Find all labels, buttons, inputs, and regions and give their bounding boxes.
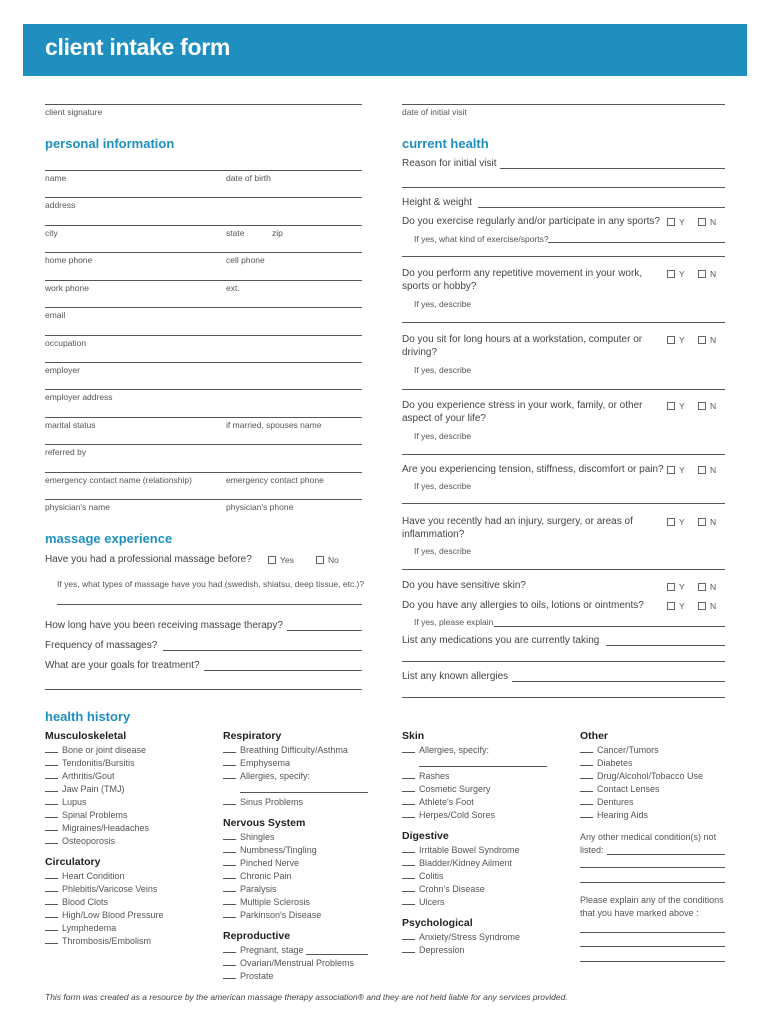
physician-field[interactable] xyxy=(45,499,362,500)
explain-conditions-label: Please explain any of the conditions that you have marked above : xyxy=(580,895,724,918)
checkbox-icon xyxy=(667,602,675,610)
work-phone-label: work phone xyxy=(45,283,89,293)
psychological-heading: Psychological xyxy=(402,917,473,929)
stress-describe-label: If yes, describe xyxy=(414,431,472,441)
injury-describe-field[interactable] xyxy=(402,569,725,570)
height-weight-label: Height & weight xyxy=(402,197,473,208)
current-health-heading: current health xyxy=(402,136,489,151)
condition-item[interactable]: Pregnant, stage xyxy=(223,945,304,955)
checkbox-icon xyxy=(698,583,706,591)
condition-item[interactable]: Thrombosis/Embolism xyxy=(45,936,151,946)
other-heading: Other xyxy=(580,730,609,742)
condition-item[interactable]: Migraines/Headaches xyxy=(45,823,149,833)
condition-item[interactable]: Phlebitis/Varicose Veins xyxy=(45,884,157,894)
digestive-heading: Digestive xyxy=(402,830,449,842)
email-field[interactable] xyxy=(45,307,362,308)
zip-label: zip xyxy=(272,228,283,238)
condition-item[interactable]: Breathing Difficulty/Asthma xyxy=(223,745,348,755)
condition-item[interactable]: Rashes xyxy=(402,771,450,781)
condition-item[interactable]: Jaw Pain (TMJ) xyxy=(45,784,125,794)
stress-describe-field[interactable] xyxy=(402,454,725,455)
skin-heading: Skin xyxy=(402,730,425,742)
condition-item[interactable]: Lupus xyxy=(45,797,87,807)
condition-item[interactable]: Pinched Nerve xyxy=(223,858,299,868)
marital-status-field[interactable] xyxy=(45,417,362,418)
checkbox-icon xyxy=(268,556,276,564)
header-bar xyxy=(23,24,747,76)
email-label: email xyxy=(45,310,66,320)
nervous-system-heading: Nervous System xyxy=(223,817,306,829)
massage-duration-question: How long have you been receiving massage therapy? xyxy=(45,620,283,631)
ext-label: ext. xyxy=(226,283,240,293)
work-phone-field[interactable] xyxy=(45,280,362,281)
stress-yes[interactable]: Y xyxy=(667,401,685,411)
checkbox-icon xyxy=(667,466,675,474)
phone-field[interactable] xyxy=(45,252,362,253)
condition-item[interactable]: Arthritis/Gout xyxy=(45,771,115,781)
checkbox-icon xyxy=(698,466,706,474)
dob-label: date of birth xyxy=(226,173,271,183)
condition-item[interactable]: Depression xyxy=(402,945,465,955)
employer-address-field[interactable] xyxy=(45,389,362,390)
medications-label: List any medications you are currently taking xyxy=(402,635,600,646)
emergency-phone-label: emergency contact phone xyxy=(226,475,324,485)
name-field[interactable] xyxy=(45,170,362,171)
exercise-follow-field[interactable] xyxy=(548,242,725,243)
initial-visit-date-field[interactable] xyxy=(402,104,725,105)
visit-reason-label: Reason for initial visit xyxy=(402,158,497,169)
name-label: name xyxy=(45,173,67,183)
respiratory-allergies-field[interactable] xyxy=(240,792,368,793)
tension-no[interactable]: N xyxy=(698,465,716,475)
condition-item[interactable]: Heart Condition xyxy=(45,871,125,881)
oil-allergies-question: Do you have any allergies to oils, lotions or ointments? xyxy=(402,600,644,611)
condition-item[interactable]: Sinus Problems xyxy=(223,797,303,807)
sit-question: Do you sit for long hours at a workstation, computer or driving? xyxy=(402,334,643,358)
other-conditions-field-3[interactable] xyxy=(580,882,725,883)
massage-before-no[interactable]: No xyxy=(316,555,339,565)
checkbox-icon xyxy=(667,583,675,591)
signature-label: client signature xyxy=(45,107,103,117)
repetitive-no[interactable]: N xyxy=(698,269,716,279)
injury-question: Have you recently had an injury, surgery, or areas of inflammation? xyxy=(402,516,633,540)
treatment-goals-field[interactable] xyxy=(204,670,362,671)
physician-label: physician's name xyxy=(45,502,110,512)
spouse-name-label: if married, spouses name xyxy=(226,420,322,430)
condition-item[interactable]: Numbness/Tingling xyxy=(223,845,317,855)
employer-label: employer xyxy=(45,365,80,375)
form-title: client intake form xyxy=(45,34,231,60)
injury-no[interactable]: N xyxy=(698,517,716,527)
checkbox-icon xyxy=(667,518,675,526)
personal-information-heading: personal information xyxy=(45,136,175,151)
condition-item[interactable]: Allergies, specify: xyxy=(223,771,310,781)
sensitive-skin-yes[interactable]: Y xyxy=(667,582,685,592)
tension-yes[interactable]: Y xyxy=(667,465,685,475)
treatment-goals-field-2[interactable] xyxy=(45,689,362,690)
oil-allergies-no[interactable]: N xyxy=(698,601,716,611)
reproductive-heading: Reproductive xyxy=(223,930,291,942)
massage-frequency-field[interactable] xyxy=(163,650,362,651)
checkbox-icon xyxy=(667,402,675,410)
condition-item[interactable]: Hearing Aids xyxy=(580,810,648,820)
other-conditions-field-2[interactable] xyxy=(580,867,725,868)
massage-duration-field[interactable] xyxy=(287,630,362,631)
other-conditions-label: Any other medical condition(s) not listed: xyxy=(580,832,717,855)
condition-item[interactable]: Ovarian/Menstrual Problems xyxy=(223,958,354,968)
repetitive-yes[interactable]: Y xyxy=(667,269,685,279)
exercise-question: Do you exercise regularly and/or participate in any sports? xyxy=(402,216,660,227)
employer-address-label: employer address xyxy=(45,392,113,402)
state-label: state xyxy=(226,228,245,238)
home-phone-label: home phone xyxy=(45,255,93,265)
oil-allergies-explain-label: If yes, please explain xyxy=(414,617,494,627)
emergency-contact-field[interactable] xyxy=(45,472,362,473)
checkbox-icon xyxy=(667,270,675,278)
explain-conditions-field-3[interactable] xyxy=(580,961,725,962)
condition-item[interactable]: High/Low Blood Pressure xyxy=(45,910,164,920)
massage-types-question: If yes, what types of massage have you had (swedish, shiatsu, deep tissue, etc.)? xyxy=(57,579,365,589)
oil-allergies-explain-field[interactable] xyxy=(494,626,725,627)
city-label: city xyxy=(45,228,58,238)
exercise-no[interactable]: N xyxy=(698,217,716,227)
cell-phone-label: cell phone xyxy=(226,255,265,265)
checkbox-icon xyxy=(667,336,675,344)
initial-visit-date-label: date of initial visit xyxy=(402,107,467,117)
condition-item[interactable]: Shingles xyxy=(223,832,275,842)
skin-allergies-field[interactable] xyxy=(419,766,547,767)
tension-question: Are you experiencing tension, stiffness, discomfort or pain? xyxy=(402,464,664,475)
repetitive-describe-field[interactable] xyxy=(402,322,725,323)
footer-disclaimer: This form was created as a resource by the american massage therapy association® and they are not held liable for any services provided. xyxy=(45,992,568,1002)
repetitive-describe-label: If yes, describe xyxy=(414,299,472,309)
condition-item[interactable]: Contact Lenses xyxy=(580,784,660,794)
stress-question: Do you experience stress in your work, family, or other aspect of your life? xyxy=(402,400,643,424)
emergency-contact-label: emergency contact name (relationship) xyxy=(45,475,192,485)
condition-item[interactable]: Blood Clots xyxy=(45,897,108,907)
known-allergies-field[interactable] xyxy=(512,681,725,682)
sit-describe-field[interactable] xyxy=(402,389,725,390)
condition-item[interactable]: Bladder/Kidney Ailment xyxy=(402,858,512,868)
medications-field-2[interactable] xyxy=(402,661,725,662)
checkbox-icon xyxy=(698,518,706,526)
injury-yes[interactable]: Y xyxy=(667,517,685,527)
exercise-yes[interactable]: Y xyxy=(667,217,685,227)
checkbox-icon xyxy=(698,218,706,226)
marital-status-label: marital status xyxy=(45,420,96,430)
condition-item[interactable]: Diabetes xyxy=(580,758,633,768)
condition-item[interactable]: Cancer/Tumors xyxy=(580,745,659,755)
circulatory-heading: Circulatory xyxy=(45,856,101,868)
pregnancy-stage-field[interactable] xyxy=(306,954,368,955)
sensitive-skin-question: Do you have sensitive skin? xyxy=(402,580,526,591)
condition-item[interactable]: Cosmetic Surgery xyxy=(402,784,491,794)
condition-item[interactable]: Tendonitis/Bursitis xyxy=(45,758,135,768)
visit-reason-field[interactable] xyxy=(500,168,725,169)
sit-describe-label: If yes, describe xyxy=(414,365,472,375)
explain-conditions-field[interactable] xyxy=(580,932,725,933)
condition-item[interactable]: Colitis xyxy=(402,871,444,881)
checkbox-icon xyxy=(698,602,706,610)
employer-field[interactable] xyxy=(45,362,362,363)
condition-item[interactable]: Anxiety/Stress Syndrome xyxy=(402,932,520,942)
condition-item[interactable]: Irritable Bowel Syndrome xyxy=(402,845,520,855)
occupation-label: occupation xyxy=(45,338,87,348)
referred-by-label: referred by xyxy=(45,447,87,457)
physician-phone-label: physician's phone xyxy=(226,502,294,512)
sensitive-skin-no[interactable]: N xyxy=(698,582,716,592)
condition-item[interactable]: Chronic Pain xyxy=(223,871,292,881)
condition-item[interactable]: Spinal Problems xyxy=(45,810,128,820)
address-field[interactable] xyxy=(45,197,362,198)
musculoskeletal-heading: Musculoskeletal xyxy=(45,730,127,742)
treatment-goals-question: What are your goals for treatment? xyxy=(45,660,200,671)
condition-item[interactable]: Crohn's Disease xyxy=(402,884,485,894)
condition-item[interactable]: Athlete's Foot xyxy=(402,797,474,807)
city-state-zip-field[interactable] xyxy=(45,225,362,226)
condition-item[interactable]: Dentures xyxy=(580,797,634,807)
massage-types-field[interactable] xyxy=(57,604,362,605)
tension-describe-label: If yes, describe xyxy=(414,481,472,491)
known-allergies-label: List any known allergies xyxy=(402,671,509,682)
explain-conditions-field-2[interactable] xyxy=(580,946,725,947)
respiratory-heading: Respiratory xyxy=(223,730,282,742)
other-conditions-field[interactable] xyxy=(607,854,725,855)
injury-describe-label: If yes, describe xyxy=(414,546,472,556)
condition-item[interactable]: Parkinson's Disease xyxy=(223,910,321,920)
massage-before-question: Have you had a professional massage before? xyxy=(45,554,252,565)
referred-by-field[interactable] xyxy=(45,444,362,445)
medications-field[interactable] xyxy=(606,645,725,646)
massage-before-yes[interactable]: Yes xyxy=(268,555,294,565)
checkbox-icon xyxy=(698,402,706,410)
checkbox-icon xyxy=(698,336,706,344)
tension-describe-field[interactable] xyxy=(402,503,725,504)
condition-item[interactable]: Ulcers xyxy=(402,897,445,907)
condition-item[interactable]: Drug/Alcohol/Tobacco Use xyxy=(580,771,703,781)
condition-item[interactable]: Bone or joint disease xyxy=(45,745,146,755)
sit-yes[interactable]: Y xyxy=(667,335,685,345)
occupation-field[interactable] xyxy=(45,335,362,336)
sit-no[interactable]: N xyxy=(698,335,716,345)
massage-frequency-question: Frequency of massages? xyxy=(45,640,158,651)
condition-item[interactable]: Allergies, specify: xyxy=(402,745,489,755)
address-label: address xyxy=(45,200,76,210)
exercise-follow-field-2[interactable] xyxy=(402,256,725,257)
checkbox-icon xyxy=(698,270,706,278)
height-weight-field[interactable] xyxy=(478,207,725,208)
signature-field[interactable] xyxy=(45,104,362,105)
condition-item[interactable]: Paralysis xyxy=(223,884,277,894)
condition-item[interactable]: Osteoporosis xyxy=(45,836,115,846)
condition-item[interactable]: Multiple Sclerosis xyxy=(223,897,310,907)
visit-reason-field-2[interactable] xyxy=(402,187,725,188)
condition-item[interactable]: Herpes/Cold Sores xyxy=(402,810,495,820)
checkbox-icon xyxy=(667,218,675,226)
checkbox-icon xyxy=(316,556,324,564)
condition-item[interactable]: Lymphedema xyxy=(45,923,116,933)
oil-allergies-yes[interactable]: Y xyxy=(667,601,685,611)
condition-item[interactable]: Emphysema xyxy=(223,758,290,768)
stress-no[interactable]: N xyxy=(698,401,716,411)
condition-item[interactable]: Prostate xyxy=(223,971,274,981)
health-history-heading: health history xyxy=(45,709,131,724)
repetitive-question: Do you perform any repetitive movement in your work, sports or hobby? xyxy=(402,268,643,292)
exercise-follow-label: If yes, what kind of exercise/sports? xyxy=(414,234,549,244)
known-allergies-field-2[interactable] xyxy=(402,697,725,698)
massage-experience-heading: massage experience xyxy=(45,531,173,546)
